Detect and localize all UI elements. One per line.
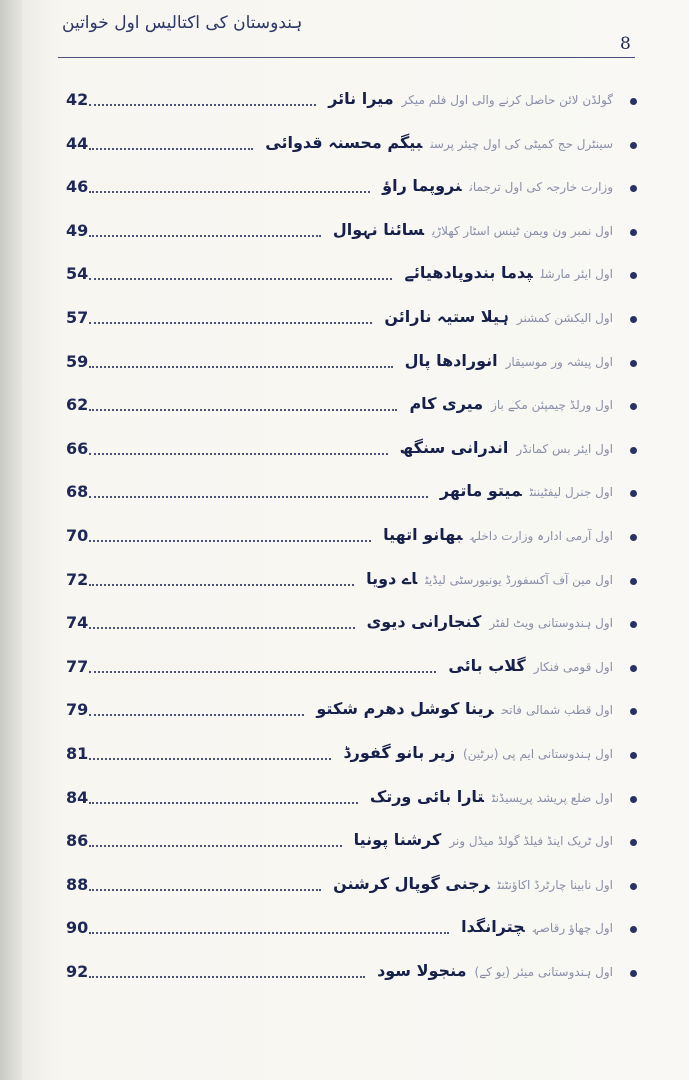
toc-entry[interactable] [55,827,645,857]
toc-entry-text [366,569,613,588]
toc-entry[interactable] [55,609,645,639]
toc-entry-text [382,176,613,195]
toc-entry-description: اول ضلع پریشد پریسیڈنٹ [491,791,613,805]
toc-entry-description: اول ایئر بس کمانڈر [516,442,613,456]
bullet-icon [630,752,637,759]
toc-page-number: 74 [66,613,89,632]
toc-entry-name: میرا نائر [328,89,394,108]
bullet-icon [630,403,637,410]
toc-entry-description: اول آرمی ادارہ وزارت داخلہ [470,529,613,543]
toc-entry[interactable] [55,871,645,901]
toc-entry[interactable] [55,522,645,552]
toc-entry[interactable] [55,435,645,465]
toc-page-number: 68 [66,482,89,501]
toc-dot-leader [89,366,393,368]
page-number: 8 [620,34,631,54]
toc-entry-description: اول پیشہ ور موسیقار [505,355,613,369]
toc-entry-name: ہیلا ستیہ نارائن [384,307,509,326]
toc-page-number: 57 [66,308,89,327]
toc-entry[interactable] [55,653,645,683]
bullet-icon [630,272,637,279]
toc-entry[interactable] [55,740,645,770]
toc-dot-leader [89,496,428,498]
toc-dot-leader [89,584,354,586]
toc-entry[interactable] [55,304,645,334]
toc-entry[interactable] [55,784,645,814]
toc-entry-name: سائنا نہوال [332,220,425,239]
toc-dot-leader [89,976,365,978]
toc-entry-text [316,699,613,718]
toc-entry-text [383,525,613,544]
toc-entry-text [265,133,613,152]
toc-entry-description: اول نمبر ون ویمن ٹینس اسٹار کھلاڑی [432,224,613,238]
toc-page-number: 62 [66,395,89,414]
toc-entry-description: وزارت خارجہ کی اول ترجمان [469,180,613,194]
toc-dot-leader [89,322,372,324]
toc-entry-name: اے دویا [366,569,418,588]
toc-entry-description: اول الیکشن کمشنر [516,311,613,325]
bullet-icon [630,926,637,933]
toc-page-number: 86 [66,831,89,850]
bullet-icon [630,490,637,497]
toc-entry-name: رجنی گوپال کرشنن [333,874,490,893]
toc-dot-leader [89,758,331,760]
toc-dot-leader [89,235,321,237]
toc-entry-description: اول ورلڈ چیمپئن مکے باز [491,398,613,412]
bullet-icon [630,98,637,105]
toc-entry-description: اول ہندوستانی میئر (یو کے) [474,965,613,979]
bullet-icon [630,796,637,803]
toc-entry-text [400,438,613,457]
toc-entry-text [440,481,613,500]
toc-page-number: 81 [66,744,89,763]
toc-entry-text [448,656,613,675]
toc-entry-name: نروپما راؤ [382,176,462,195]
toc-entry-description: سینٹرل حج کمیٹی کی اول چیئر پرسن [430,137,613,151]
toc-dot-leader [89,932,449,934]
toc-entry-name: انورادھا پال [404,351,498,370]
toc-page-number: 88 [66,875,89,894]
running-header-title: ہندوستان کی اکتالیس اول خواتین [62,13,303,33]
toc-entry-text [370,787,613,806]
toc-entry[interactable] [55,130,645,160]
toc-dot-leader [89,889,321,891]
bullet-icon [630,578,637,585]
toc-entry-name: رینا کوشل دھرم شکتو [316,699,494,718]
toc-dot-leader [89,540,371,542]
toc-page-number: 79 [66,700,89,719]
toc-page-number: 42 [66,90,89,109]
toc-entry-name: پدما بندوپادھیائے [404,263,533,282]
toc-entry[interactable] [55,86,645,116]
bullet-icon [630,229,637,236]
toc-entry-name: کرشنا پونیا [353,830,442,849]
toc-entry-description: اول ہندوستانی ویٹ لفٹر [489,616,613,630]
toc-entry-name: اندرانی سنگھ [399,438,509,457]
toc-entry-name: منجولا سود [377,961,467,980]
toc-entry[interactable] [55,260,645,290]
toc-page-number: 46 [66,177,89,196]
toc-dot-leader [89,802,358,804]
toc-page-number: 77 [66,657,89,676]
toc-entry-name: کنجارانی دیوی [366,612,482,631]
toc-entry-description: گولڈن لائن حاصل کرنے والی اول فلم میکر [401,93,613,107]
toc-dot-leader [89,191,370,193]
bullet-icon [630,665,637,672]
toc-entry-name: چترانگدا [461,917,525,936]
toc-entry-text [367,612,613,631]
toc-page-number: 70 [66,526,89,545]
toc-entry-description: اول مین آف آکسفورڈ یونیورسٹی لیڈیٹ [425,573,613,587]
bullet-icon [630,621,637,628]
toc-dot-leader [89,148,253,150]
toc-entry-text [384,307,613,326]
toc-entry-text [343,743,613,762]
toc-entry-text [409,394,613,413]
toc-page-number: 54 [66,264,89,283]
toc-entry-description: اول چھاؤ رقاصہ [532,921,613,935]
toc-dot-leader [89,409,397,411]
bullet-icon [630,316,637,323]
toc-entry-text [461,917,613,936]
toc-entry[interactable] [55,958,645,988]
toc-dot-leader [89,453,388,455]
toc-entry-text [405,351,613,370]
toc-page-number: 59 [66,352,89,371]
toc-entry-description: اول ہندوستانی ایم پی (برٹین) [463,747,613,761]
toc-entry-description: اول قطب شمالی فاتح [501,703,613,717]
bullet-icon [630,883,637,890]
toc-entry-description: اول ایئر مارشل [540,267,613,281]
toc-dot-leader [89,845,342,847]
toc-entry[interactable] [55,696,645,726]
toc-entry-description: اول ٹریک اینڈ فیلڈ گولڈ میڈل ونر [449,834,613,848]
toc-page-number: 92 [66,962,89,981]
bullet-icon [630,708,637,715]
toc-entry-name: زیر بانو گفورڈ [343,743,456,762]
toc-entry-text [333,874,613,893]
toc-entry-name: میری کام [409,394,484,413]
toc-entry[interactable] [55,348,645,378]
toc-entry-name: میتو ماتھر [439,481,522,500]
toc-page-number: 44 [66,134,89,153]
toc-entry-description: اول نابینا چارٹرڈ اکاؤنٹنٹ [497,878,613,892]
toc-entry-description: اول قومی فنکار [533,660,613,674]
bullet-icon [630,185,637,192]
toc-page-number: 66 [66,439,89,458]
toc-entry[interactable] [55,478,645,508]
toc-entry-text [333,220,613,239]
toc-entry[interactable] [55,173,645,203]
toc-dot-leader [89,627,355,629]
toc-entry[interactable] [55,914,645,944]
toc-entry-name: تارا بائی ورتک [369,787,484,806]
toc-entry[interactable] [55,566,645,596]
bullet-icon [630,142,637,149]
toc-entry[interactable] [55,391,645,421]
bullet-icon [630,534,637,541]
bullet-icon [630,360,637,367]
toc-dot-leader [89,278,392,280]
toc-entry-name: گلاب بائی [448,656,526,675]
toc-entry-text [328,89,613,108]
bullet-icon [630,970,637,977]
bullet-icon [630,839,637,846]
toc-entry-text [377,961,613,980]
toc-page-number: 84 [66,788,89,807]
toc-entry-name: بھانو اتھیا [383,525,463,544]
toc-page-number: 72 [66,570,89,589]
toc-dot-leader [89,104,316,106]
toc-entry-name: بیگم محسنہ قدوائی [265,133,423,152]
toc-page-number: 49 [66,221,89,240]
toc-dot-leader [89,714,304,716]
toc-entry-text [404,263,613,282]
toc-page-number: 90 [66,918,89,937]
toc-entry-description: اول جنرل لیفٹیننٹ [529,485,613,499]
toc-entry[interactable] [55,217,645,247]
bullet-icon [630,447,637,454]
toc-entry-text [354,830,613,849]
toc-dot-leader [89,671,436,673]
